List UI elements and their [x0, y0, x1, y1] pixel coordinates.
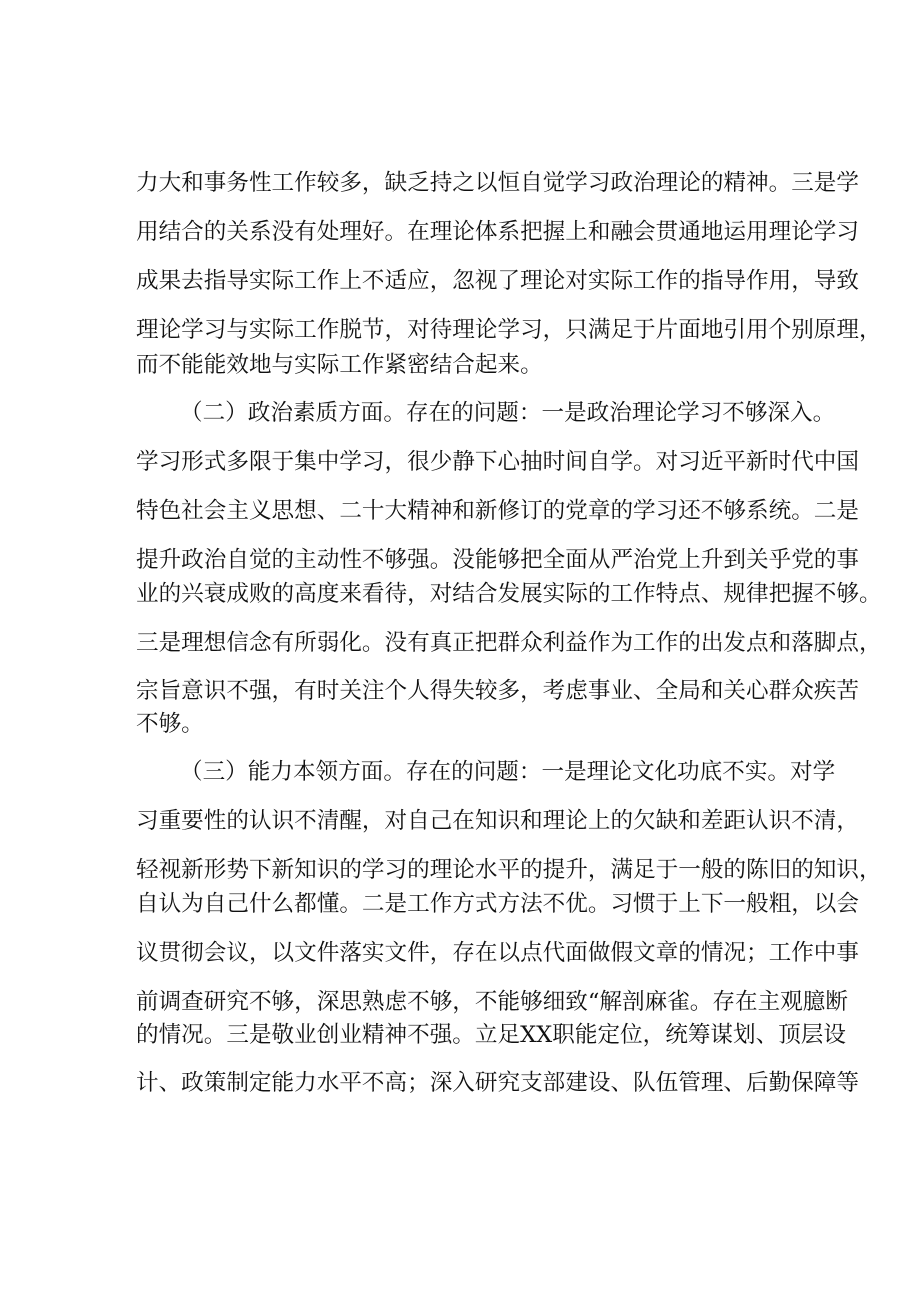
paragraph-3-line-1: （三）能力本领方面。存在的问题：一是理论文化功底不实。对学 — [180, 759, 836, 785]
paragraph-1-line-5: 而不能能效地与实际工作紧密结合起来。 — [136, 352, 543, 378]
paragraph-1-line-2: 用结合的关系没有处理好。在理论体系把握上和融会贯通地运用理论学习 — [136, 219, 859, 245]
paragraph-3-line-4: 自认为自己什么都懂。二是工作方式方法不优。习惯于上下一般粗，以会 — [136, 891, 859, 917]
paragraph-3-line-5: 议贯彻会议，以文件落实文件，存在以点代面做假文章的情况；工作中事 — [136, 940, 859, 966]
paragraph-2-line-3: 特色社会主义思想、二十大精神和新修订的党章的学习还不够系统。二是 — [136, 498, 859, 524]
paragraph-3-line-6: 前调查研究不够，深思熟虑不够，不能够细致“解剖麻雀。存在主观臆断 — [136, 989, 848, 1015]
paragraph-2-line-1: （二）政治素质方面。存在的问题：一是政治理论学习不够深入。 — [180, 400, 836, 426]
paragraph-2-line-4: 提升政治自觉的主动性不够强。没能够把全面从严治党上升到关乎党的事 — [136, 547, 859, 573]
paragraph-1-line-3: 成果去指导实际工作上不适应，忽视了理论对实际工作的指导作用，导致 — [136, 268, 859, 294]
paragraph-1-line-1: 力大和事务性工作较多，缺乏持之以恒自觉学习政治理论的精神。三是学 — [136, 170, 859, 196]
paragraph-2-line-6: 三是理想信念有所弱化。没有真正把群众利益作为工作的出发点和落脚点， — [136, 630, 882, 656]
paragraph-2-line-8: 不够。 — [136, 711, 204, 737]
paragraph-3-line-2: 习重要性的认识不清醒，对自己在知识和理论上的欠缺和差距认识不清， — [136, 808, 859, 834]
paragraph-3-line-7: 的情况。三是敬业创业精神不强。立足XX职能定位，统筹谋划、顶层设 — [136, 1022, 846, 1048]
paragraph-3-line-8: 计、政策制定能力水平不高；深入研究支部建设、队伍管理、后勤保障等 — [136, 1070, 859, 1096]
paragraph-2-line-5: 业的兴衰成败的高度来看待，对结合发展实际的工作特点、规律把握不够。 — [136, 581, 882, 607]
paragraph-1-line-4: 理论学习与实际工作脱节，对待理论学习，只满足于片面地引用个别原理， — [136, 317, 882, 343]
paragraph-2-line-2: 学习形式多限于集中学习，很少静下心抽时间自学。对习近平新时代中国 — [136, 449, 859, 475]
paragraph-3-line-3: 轻视新形势下新知识的学习的理论水平的提升，满足于一般的陈旧的知识， — [136, 857, 882, 883]
paragraph-2-line-7: 宗旨意识不强，有时关注个人得失较多，考虑事业、全局和关心群众疾苦 — [136, 678, 859, 704]
